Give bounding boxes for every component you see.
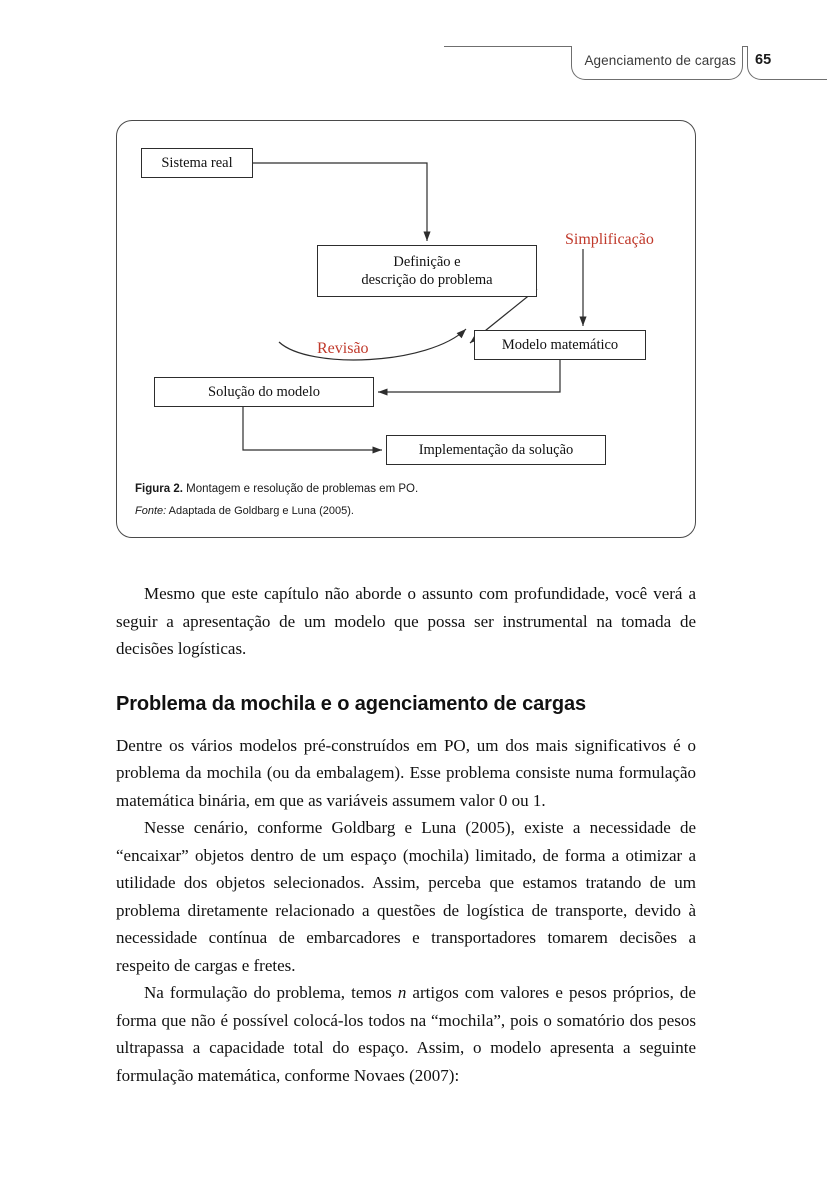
- flow-label-simplificacao: Simplificação: [565, 231, 654, 248]
- flow-node-definicao: [317, 245, 537, 297]
- paragraph-3: Nesse cenário, conforme Goldbarg e Luna (2005), existe a necessidade de “encaixar” objetos dentro de um espaço (mochila) limitado, de forma a otimizar a utilidade dos objetos selecionados. Assim, perceba que estamos tratando de um problema diretamente relacionado a questões de logística de transporte, devido à necessidade contínua de embarcadores e transportadores tomarem decisões a respeito de cargas e fretes.: [116, 818, 696, 975]
- running-title: Agenciamento de cargas: [584, 53, 736, 68]
- page-number: 65: [755, 52, 772, 68]
- flow-node-modelo-matematico: Modelo matemático: [474, 330, 646, 360]
- page-header: [0, 46, 827, 92]
- figure-source-label: Fonte:: [135, 505, 167, 517]
- flow-label-revisao: Revisão: [317, 340, 369, 357]
- paragraph-4-part1: Na formulação do problema, temos: [144, 983, 398, 1003]
- flow-node-definicao-line2: descrição do problema: [361, 272, 493, 288]
- figure-caption-label: Figura 2.: [135, 483, 183, 495]
- paragraph-4: [116, 979, 696, 1089]
- figure-source: [135, 505, 675, 517]
- paragraph-2: Dentre os vários modelos pré-construídos em PO, um dos mais significativos é o problema da mochila (ou da embalagem). Esse problema consiste numa formulação matemática binária, em que as variáveis assumem valor 0 ou 1.: [116, 735, 696, 810]
- page-body: [116, 580, 696, 1090]
- flow-node-definicao-line1: Definição e: [393, 253, 461, 270]
- figure-caption-text: Montagem e resolução de problemas em PO.: [182, 483, 419, 495]
- figure-container: [116, 120, 696, 538]
- flow-node-implementacao: Implementação da solução: [386, 435, 606, 465]
- paragraph-1: Mesmo que este capítulo não aborde o assunto com profundidade, você verá a seguir a apresentação de um modelo que possa ser instrumental na tomada de decisões logísticas.: [116, 584, 696, 659]
- section-heading: Problema da mochila e o agenciamento de cargas: [116, 692, 587, 715]
- paragraph-4-italic-n: n: [397, 983, 407, 1003]
- flow-node-sistema-real: Sistema real: [141, 148, 253, 178]
- flow-node-solucao-do-modelo: Solução do modelo: [154, 377, 374, 407]
- figure-caption: [135, 483, 675, 495]
- figure-source-text: Adaptada de Goldbarg e Luna (2005).: [166, 505, 354, 517]
- paragraph-4-part2: artigos com valores e pesos próprios, de forma que não é possível colocá-los todos na “mochila”, pois o somatório dos pesos ultrapassa a capacidade total do espaço. Assim, o modelo apresenta a seguinte formulação matemática, conforme Novaes (2007):: [116, 983, 696, 1085]
